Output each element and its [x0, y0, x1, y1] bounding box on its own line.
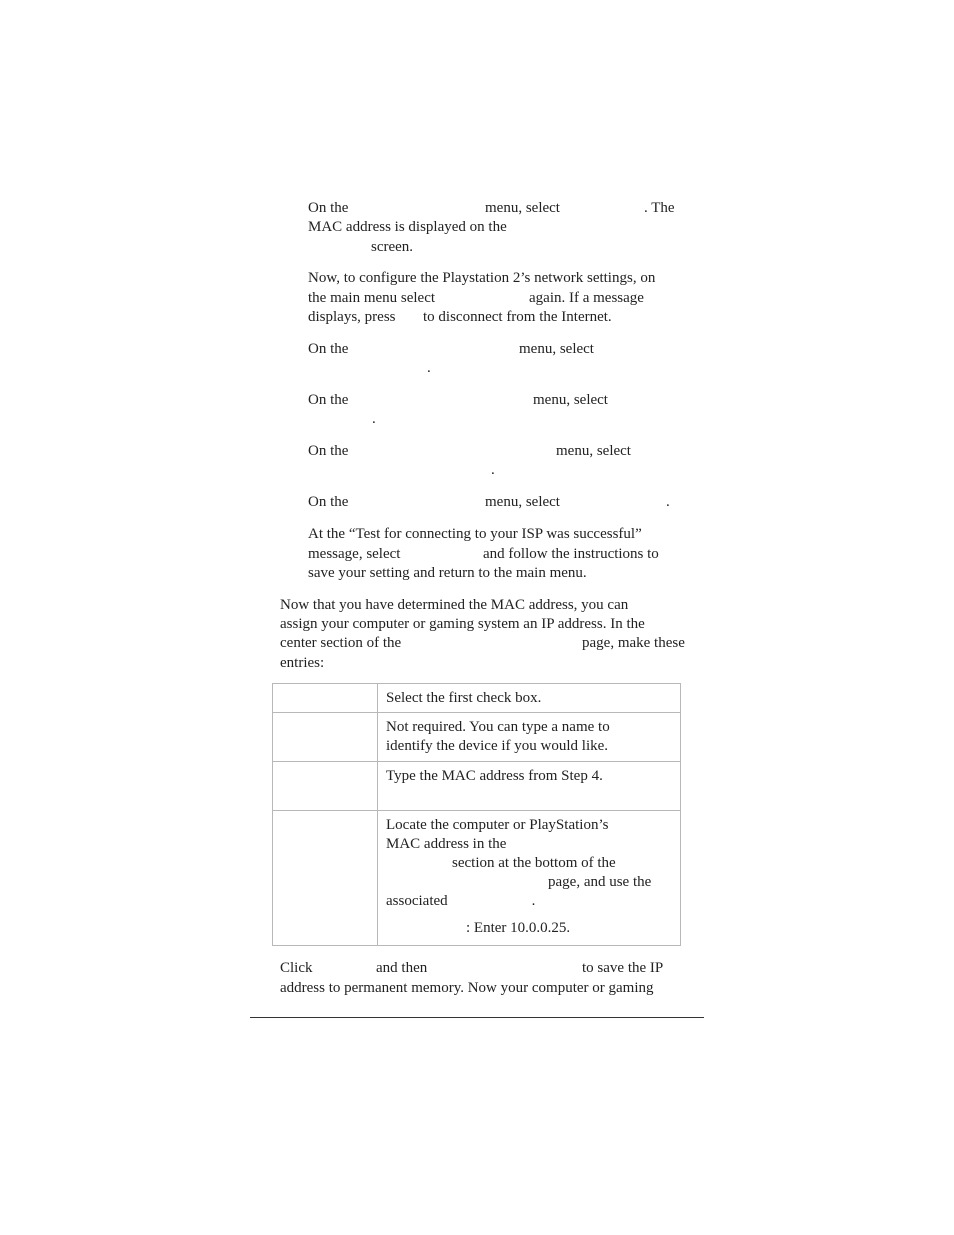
table-desc-cell [378, 762, 681, 811]
table-note-text: : Enter 10.0.0.25. [466, 920, 571, 936]
table-label-cell [273, 684, 378, 713]
table-row [273, 684, 681, 713]
step-1-text: screen. [371, 239, 414, 255]
step-1-text: . The [644, 200, 675, 216]
intro-text: assign your computer or gaming system an IP address. In the [280, 616, 645, 632]
step-6-text: On the [308, 494, 349, 510]
table-desc-cell [378, 713, 681, 762]
step-1-text: menu, select [485, 200, 560, 216]
table-cell-text: . [531, 893, 536, 909]
closing-text: address to permanent memory. Now your computer or gaming [280, 980, 654, 996]
table-cell-text: section at the bottom of the [452, 855, 616, 871]
table-desc-cell [378, 811, 681, 946]
intro-text: entries: [280, 655, 325, 671]
table-cell-text: Select the first check box. [386, 690, 542, 706]
intro-text: Now that you have determined the MAC address, you can [280, 597, 629, 613]
table-cell-text: page, and use the [548, 874, 652, 890]
table-cell-text: MAC address in the [386, 836, 507, 852]
table-row [273, 713, 681, 762]
table-label-cell [273, 713, 378, 762]
table-cell-text: Not required. You can type a name to [386, 719, 610, 735]
table-cell-text: Type the MAC address from Step 4. [386, 768, 603, 784]
step-3-text: . [427, 360, 431, 376]
table-row [273, 811, 681, 946]
step-5-text: . [491, 462, 495, 478]
step-2-text: the main menu select [308, 290, 436, 306]
closing-text: and then [376, 960, 428, 976]
step-4-text: menu, select [533, 392, 608, 408]
step-1-text: MAC address is displayed on the [308, 219, 507, 235]
table-desc-cell [378, 684, 681, 713]
step-5-text: menu, select [556, 443, 631, 459]
step-1-text: On the [308, 200, 349, 216]
step-4-text: On the [308, 392, 349, 408]
entries-table [272, 683, 681, 946]
step-2-text: again. If a message [529, 290, 644, 306]
table-label-cell [273, 762, 378, 811]
step-2-text: to disconnect from the Internet. [423, 309, 612, 325]
step-7-text: and follow the instructions to [483, 546, 659, 562]
intro-text: center section of the [280, 635, 402, 651]
table-row [273, 762, 681, 811]
table-cell-text: Locate the computer or PlayStation’s [386, 817, 609, 833]
step-5-text: On the [308, 443, 349, 459]
step-6-text: . [666, 494, 670, 510]
table-cell-text: associated [386, 893, 448, 909]
step-4-text: . [372, 411, 376, 427]
step-6-text: menu, select [485, 494, 560, 510]
closing-text: to save the IP [582, 960, 664, 976]
table-label-cell [273, 811, 378, 946]
table-cell-text: identify the device if you would like. [386, 738, 609, 754]
intro-text: page, make these [582, 635, 685, 651]
step-7-text: message, select [308, 546, 401, 562]
table-cell-text [386, 892, 672, 911]
step-3-text: On the [308, 341, 349, 357]
closing-text: Click [280, 960, 313, 976]
footer-rule [250, 1017, 704, 1018]
step-3-text: menu, select [519, 341, 594, 357]
step-2-text: displays, press [308, 309, 396, 325]
step-7-text: save your setting and return to the main menu. [308, 565, 587, 581]
step-2-text: Now, to configure the Playstation 2’s network settings, on [308, 270, 656, 286]
step-7-text: At the “Test for connecting to your ISP was successful” [308, 526, 642, 542]
